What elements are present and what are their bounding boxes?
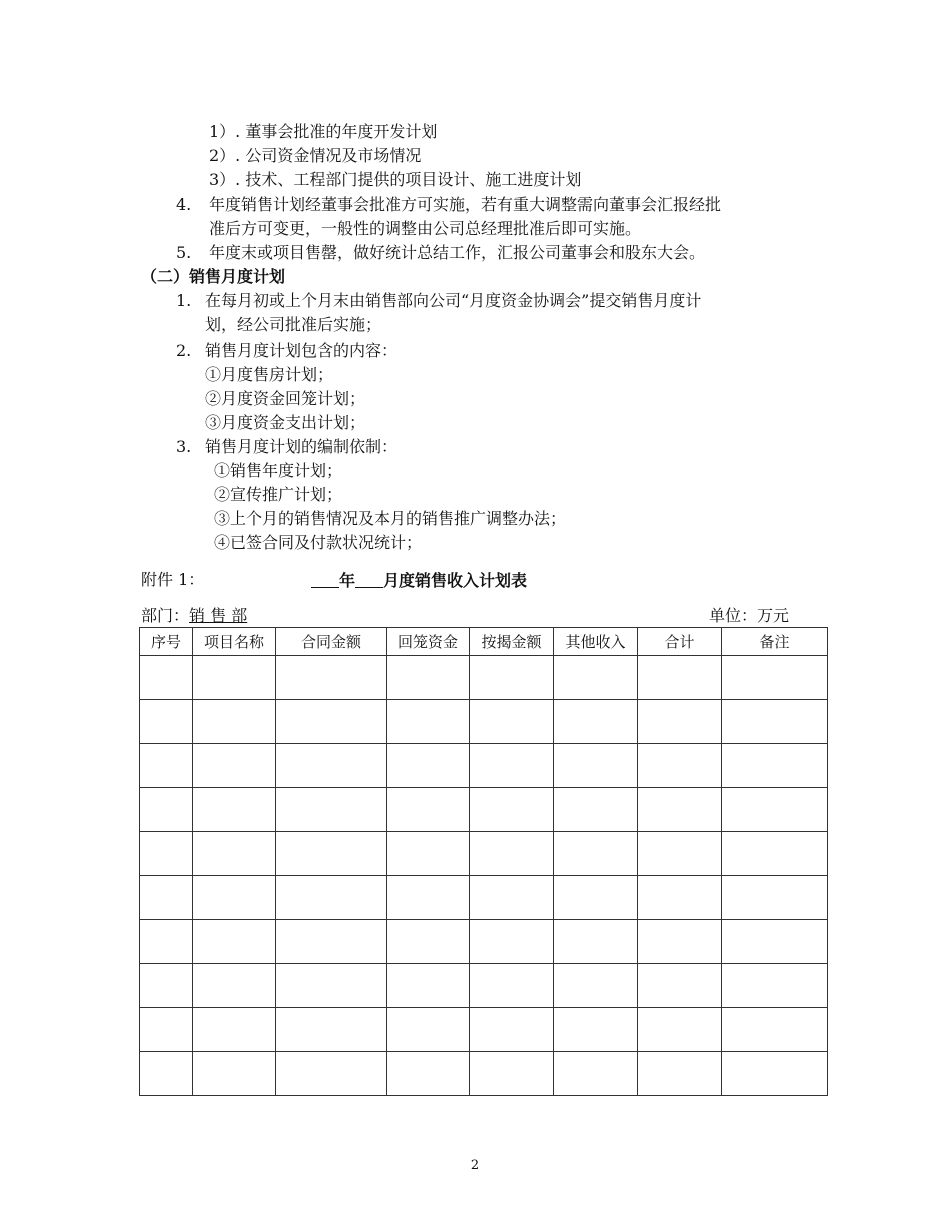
month-blank: [355, 569, 383, 588]
table-cell: [276, 788, 387, 832]
sub-item: ①月度售房计划；: [205, 365, 334, 384]
table-cell: [470, 1008, 554, 1052]
table-cell: [276, 964, 387, 1008]
table-cell: [387, 700, 470, 744]
column-header: 项目名称: [193, 628, 276, 656]
item-number: 2.: [176, 341, 192, 360]
paragraph-line: 销售月度计划包含的内容：: [205, 341, 398, 360]
item-number: 4.: [176, 195, 192, 214]
table-cell: [470, 700, 554, 744]
sales-plan-table: [139, 627, 828, 1096]
table-row: [140, 700, 828, 744]
paragraph-line: 准后方可变更，一般性的调整由公司总经理批准后即可实施。: [209, 219, 642, 238]
sub-item: ②宣传推广计划；: [214, 485, 343, 504]
table-cell: [638, 656, 722, 700]
year-blank: [311, 569, 339, 588]
table-cell: [638, 744, 722, 788]
table-cell: [193, 744, 276, 788]
table-cell: [470, 832, 554, 876]
table-cell: [140, 920, 193, 964]
table-cell: [554, 788, 638, 832]
table-cell: [722, 1052, 828, 1096]
table-cell: [276, 1052, 387, 1096]
unit-label: 单位：万元: [709, 606, 790, 625]
table-title: [311, 569, 527, 592]
column-header: 合同金额: [276, 628, 387, 656]
table-cell: [722, 832, 828, 876]
table-cell: [554, 656, 638, 700]
table-cell: [722, 700, 828, 744]
table-cell: [276, 656, 387, 700]
section-heading: （二）销售月度计划: [141, 267, 286, 286]
table-cell: [193, 788, 276, 832]
table-cell: [387, 744, 470, 788]
table-cell: [722, 656, 828, 700]
table-cell: [554, 744, 638, 788]
table-cell: [470, 1052, 554, 1096]
table-cell: [276, 700, 387, 744]
column-header: 备注: [722, 628, 828, 656]
table-cell: [638, 964, 722, 1008]
sub-item: ③月度资金支出计划；: [205, 413, 366, 432]
table-cell: [470, 656, 554, 700]
item-number: 5.: [176, 243, 192, 262]
attachment-label: 附件 1：: [141, 570, 205, 589]
table-cell: [140, 876, 193, 920]
sub-item: ③上个月的销售情况及本月的销售推广调整办法；: [214, 509, 567, 528]
table-cell: [554, 1052, 638, 1096]
table-title-year: 年: [339, 571, 356, 590]
column-header: 按揭金额: [470, 628, 554, 656]
table-cell: [722, 1008, 828, 1052]
column-header: 回笼资金: [387, 628, 470, 656]
table-row: [140, 788, 828, 832]
department-label: 部门：: [141, 606, 190, 625]
table-row: [140, 876, 828, 920]
table-cell: [140, 656, 193, 700]
table-cell: [554, 832, 638, 876]
table-cell: [470, 964, 554, 1008]
table-cell: [193, 876, 276, 920]
table-row: [140, 920, 828, 964]
table-cell: [638, 876, 722, 920]
table-cell: [387, 920, 470, 964]
paragraph-line: 划，经公司批准后实施；: [205, 315, 382, 334]
table-cell: [722, 920, 828, 964]
table-cell: [193, 964, 276, 1008]
table-cell: [387, 964, 470, 1008]
table-cell: [387, 656, 470, 700]
sub-item: ②月度资金回笼计划；: [205, 389, 366, 408]
table-cell: [470, 876, 554, 920]
table-cell: [638, 1008, 722, 1052]
table-row: [140, 832, 828, 876]
paragraph-line: 年度销售计划经董事会批准方可实施，若有重大调整需向董事会汇报经批: [209, 195, 722, 214]
item-number: 3.: [176, 437, 192, 456]
list-item: 2）. 公司资金情况及市场情况: [209, 146, 422, 165]
table-cell: [276, 920, 387, 964]
list-item: 3）. 技术、工程部门提供的项目设计、施工进度计划: [209, 170, 582, 189]
department-value: 销 售 部: [189, 606, 248, 625]
table-cell: [638, 1052, 722, 1096]
table-cell: [193, 656, 276, 700]
table-cell: [638, 788, 722, 832]
table-cell: [140, 1008, 193, 1052]
item-number: 1.: [176, 291, 192, 310]
table-row: [140, 1008, 828, 1052]
table-cell: [554, 1008, 638, 1052]
table-cell: [276, 744, 387, 788]
department-line: [141, 605, 247, 627]
table-cell: [722, 788, 828, 832]
table-cell: [387, 1052, 470, 1096]
table-cell: [470, 744, 554, 788]
table-header-row: [140, 628, 828, 656]
table-title-text: 月度销售收入计划表: [383, 571, 528, 590]
table-cell: [387, 788, 470, 832]
table-cell: [193, 832, 276, 876]
column-header: 序号: [140, 628, 193, 656]
table-cell: [387, 1008, 470, 1052]
table-cell: [140, 832, 193, 876]
table-cell: [722, 744, 828, 788]
table-cell: [387, 876, 470, 920]
table-row: [140, 744, 828, 788]
table-cell: [193, 700, 276, 744]
table-cell: [470, 788, 554, 832]
table-cell: [140, 1052, 193, 1096]
paragraph-line: 年度末或项目售罄，做好统计总结工作，汇报公司董事会和股东大会。: [209, 243, 706, 262]
table-cell: [554, 920, 638, 964]
table-cell: [554, 876, 638, 920]
table-cell: [276, 1008, 387, 1052]
table-cell: [140, 700, 193, 744]
sub-item: ①销售年度计划；: [214, 461, 343, 480]
table-cell: [140, 788, 193, 832]
table-cell: [554, 700, 638, 744]
paragraph-line: 销售月度计划的编制依制：: [205, 437, 398, 456]
table-cell: [193, 920, 276, 964]
column-header: 其他收入: [554, 628, 638, 656]
table-cell: [638, 920, 722, 964]
table-cell: [193, 1052, 276, 1096]
paragraph-line: 在每月初或上个月末由销售部向公司“月度资金协调会”提交销售月度计: [205, 291, 702, 310]
table-cell: [276, 832, 387, 876]
table-cell: [470, 920, 554, 964]
page-number: 2: [470, 1158, 480, 1173]
list-item: 1）. 董事会批准的年度开发计划: [209, 122, 438, 141]
table-row: [140, 656, 828, 700]
column-header: 合计: [638, 628, 722, 656]
table-cell: [722, 876, 828, 920]
table-cell: [638, 832, 722, 876]
sub-item: ④已签合同及付款状况统计；: [214, 533, 423, 552]
table-row: [140, 1052, 828, 1096]
table-cell: [554, 964, 638, 1008]
table-cell: [276, 876, 387, 920]
table-cell: [193, 1008, 276, 1052]
table-cell: [140, 964, 193, 1008]
table-cell: [140, 744, 193, 788]
table-cell: [638, 700, 722, 744]
table-cell: [722, 964, 828, 1008]
table-row: [140, 964, 828, 1008]
table-cell: [387, 832, 470, 876]
